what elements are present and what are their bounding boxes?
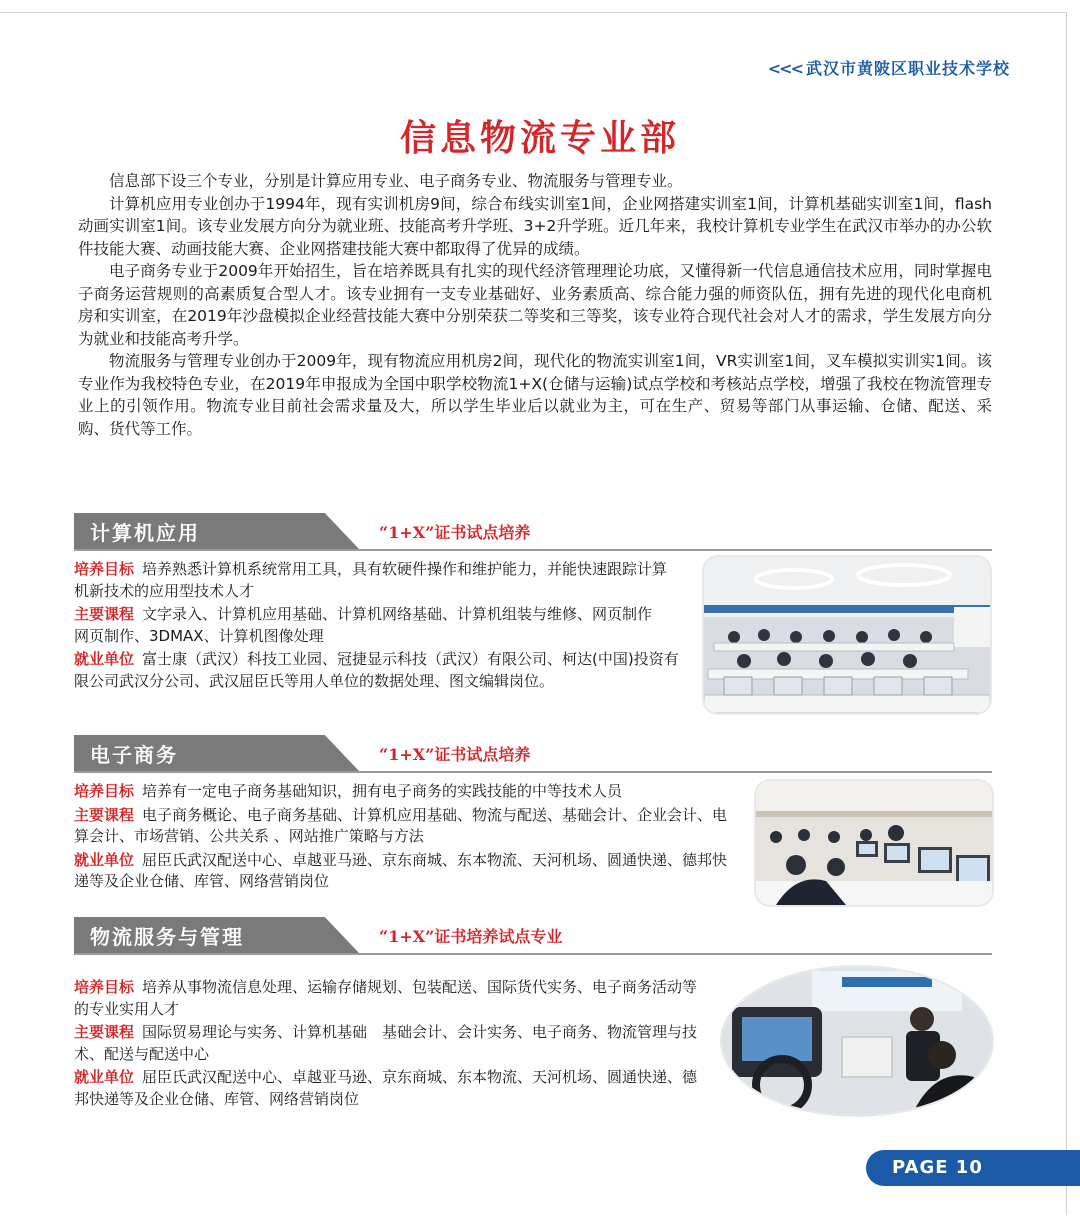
- intro-paragraph: 电子商务专业于2009年开始招生，旨在培养既具有扎实的现代经济管理理论功底，又懂得新一代信息通信技术应用，同时掌握电子商务运营规则的高素质复合型人才。该专业拥有一支专业基础好、业务素质高、综合能力强的师资队伍，拥有先进的现代化电商机房和实训室，在2019年沙盘模拟企业经营技能大赛中分别荣获二等奖和三等奖，该专业符合现代社会对人才的需求，学生发展方向分为就业和技能高考升学。: [78, 262, 992, 348]
- job-text: 富士康（武汉）科技工业园、冠捷显示科技（武汉）有限公司、柯达(中国)投资有限公司武汉分公司、武汉屈臣氏等用人单位的数据处理、图文编辑岗位。: [74, 650, 679, 690]
- goal-label: 培养目标: [74, 978, 135, 996]
- intro-paragraph: 信息部下设三个专业，分别是计算应用专业、电子商务专业、物流服务与管理专业。: [109, 172, 683, 190]
- course-label: 主要课程: [74, 805, 135, 824]
- job-text: 屈臣氏武汉配送中心、卓越亚马逊、京东商城、东本物流、天河机场、圆通快递、德邦快递等及企业仓储、库管、网络营销岗位: [74, 1068, 698, 1108]
- job-label: 就业单位: [74, 650, 135, 668]
- section-logistics: [74, 917, 992, 1112]
- section-computer-application: [74, 513, 992, 694]
- section-ecommerce: [74, 735, 992, 895]
- section-body: [74, 551, 682, 692]
- goal-label: 培养目标: [74, 782, 135, 800]
- section-header: [74, 513, 992, 551]
- ecommerce-lab-photo: [756, 781, 992, 905]
- page-number-badge: [866, 1150, 1080, 1186]
- goal-text: 培养熟悉计算机系统常用工具，具有软硬件操作和维护能力，并能快速跟踪计算机新技术的应用型技术人才: [74, 560, 668, 600]
- course-item: [74, 1022, 704, 1065]
- course-label: 主要课程: [74, 605, 135, 623]
- job-text: 屈臣氏武汉配送中心、卓越亚马逊、京东商城、东本物流、天河机场、圆通快递、德邦快递等及企业仓储、库管、网络营销岗位: [74, 850, 728, 890]
- chevron-left-icon: <<<: [767, 59, 802, 78]
- intro-paragraph: 计算机应用专业创办于1994年，现有实训机房9间，综合布线实训室1间，企业网搭建实训室1间，计算机基础实训室1间，flash动画实训室1间。该专业发展方向分为就业班、技能高考升学班、3+2升学班。近几年来，我校计算机专业学生在武汉市举办的办公软件技能大赛、动画技能大赛、企业网搭建技能大赛中都取得了优异的成绩。: [78, 194, 992, 258]
- goal-label: 培养目标: [74, 560, 135, 578]
- intro-text: [78, 170, 992, 440]
- course-item: [74, 805, 738, 848]
- section-tag: “1+X”证书试点培养: [379, 745, 531, 764]
- page-number: PAGE 10: [892, 1157, 983, 1178]
- section-name: 电子商务: [90, 743, 178, 767]
- course-text: 电子商务概论、电子商务基础、计算机应用基础、物流与配送、基础会计、企业会计、电算会计、市场营销、公共关系 、网站推广策略与方法: [74, 805, 728, 845]
- course-text: 文字录入、计算机应用基础、计算机网络基础、计算机组装与维修、网页制作 网页制作、3DMAX、计算机图像处理: [74, 605, 668, 645]
- section-body: [74, 955, 704, 1110]
- section-name: 计算机应用: [90, 521, 200, 545]
- section-header: [74, 735, 992, 773]
- section-tag: “1+X”证书培养试点专业: [379, 927, 563, 946]
- school-header: [768, 56, 1010, 79]
- course-label: 主要课程: [74, 1023, 135, 1041]
- school-name: 武汉市黄陂区职业技术学校: [805, 59, 1010, 78]
- job-label: 就业单位: [74, 850, 135, 869]
- intro-paragraph: 物流服务与管理专业创办于2009年，现有物流应用机房2间，现代化的物流实训室1间，VR实训室1间，叉车模拟实训实1间。该专业作为我校特色专业，在2019年申报成为全国中职学校物流1+X(仓储与运输)试点学校和考核站点学校，增强了我校在物流管理专业上的引领作用。物流专业目前社会需求量及大，所以学生毕业后以就业为主，可在生产、贸易等部门从事运输、仓储、配送、采购、货代等工作。: [78, 352, 992, 438]
- section-name: 物流服务与管理: [90, 925, 244, 949]
- logistics-lab-photo: [722, 967, 992, 1115]
- computer-lab-photo: [704, 557, 990, 713]
- section-body: [74, 773, 738, 893]
- goal-text: 培养有一定电子商务基础知识，拥有电子商务的实践技能的中等技术人员: [142, 782, 623, 800]
- goal-text: 培养从事物流信息处理、运输存储规划、包装配送、国际货代实务、电子商务活动等的专业实用人才: [74, 978, 698, 1018]
- goal-item: [74, 559, 682, 602]
- course-text: 国际贸易理论与实务、计算机基础 基础会计、会计实务、电子商务、物流管理与技术、配送与配送中心: [74, 1023, 698, 1063]
- job-item: [74, 850, 738, 893]
- job-item: [74, 649, 682, 692]
- section-header: [74, 917, 992, 955]
- section-tag: “1+X”证书试点培养: [379, 523, 531, 542]
- job-label: 就业单位: [74, 1068, 135, 1086]
- goal-item: [74, 781, 738, 803]
- goal-item: [74, 977, 704, 1020]
- course-item: [74, 604, 682, 647]
- page-title: 信息物流专业部: [399, 117, 680, 159]
- job-item: [74, 1067, 704, 1110]
